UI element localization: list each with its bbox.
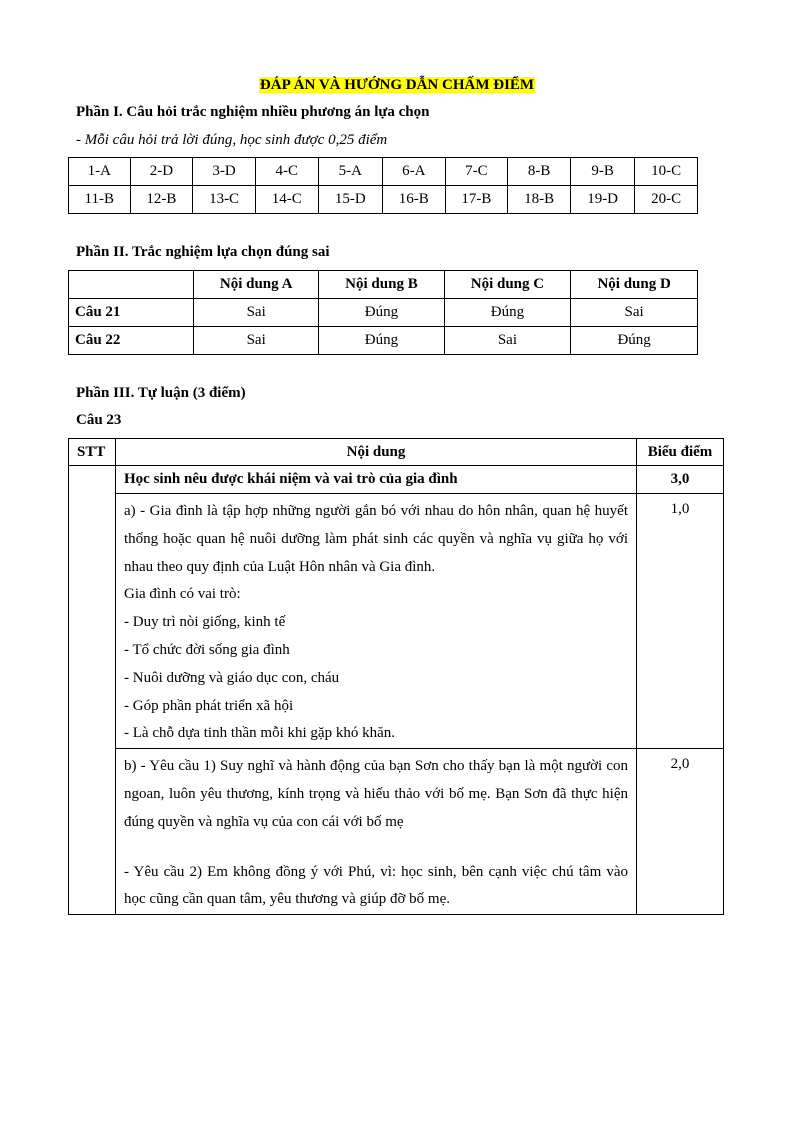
part-a-line: - Góp phần phát triển xã hội [124,697,294,714]
answer-cell: 9-B [570,158,634,186]
header-cell: Nội dung B [319,271,444,299]
table-row [69,494,724,749]
table-row [69,327,698,355]
row-label: Câu 22 [69,327,194,355]
spacer [124,837,628,859]
answer-cell: 19-D [570,186,634,214]
table-row [69,299,698,327]
answer-cell: 15-D [318,186,382,214]
header-stt: STT [69,439,116,466]
answer-cell: 10-C [635,158,698,186]
answer-cell: 20-C [635,186,698,214]
table-row [69,466,724,494]
part-a-line: Gia đình có vai trò: [124,586,241,603]
header-cell: Nội dung C [444,271,571,299]
answer-cell: 16-B [382,186,445,214]
part1-heading: Phần I. Câu hỏi trắc nghiệm nhiều phương án lựa chọn [76,104,430,120]
part-a-intro: a) - Gia đình là tập hợp những người gắn bó với nhau do hôn nhân, quan hệ huyết thống hoặc quan hệ nuôi dưỡng làm phát sinh các quyền và nghĩa vụ giữa họ với nhau theo quy định của Luật Hôn nhân và Gia đình. [124,503,628,575]
answer-cell: 11-B [69,186,131,214]
header-cell: Nội dung D [571,271,698,299]
table-row [69,749,724,915]
answer-cell: 7-C [445,158,508,186]
answer-cell: 2-D [130,158,193,186]
answer-cell: Đúng [319,299,444,327]
part2-heading: Phần II. Trắc nghiệm lựa chọn đúng sai [76,244,330,260]
page-title: ĐÁP ÁN VÀ HƯỚNG DẪN CHẤM ĐIỂM [259,77,535,93]
summary-score: 3,0 [637,466,724,494]
header-score: Biểu điểm [637,439,724,466]
answer-cell: Sai [444,327,571,355]
table-row [69,186,698,214]
part1-answer-table [68,157,698,214]
part-b-content [116,749,637,915]
header-cell: Nội dung A [194,271,319,299]
part1-note: - Mỗi câu hỏi trả lời đúng, học sinh được 0,25 điểm [76,132,388,148]
summary-content: Học sinh nêu được khái niệm và vai trò của gia đình [116,466,637,494]
question-label: Câu 23 [76,412,122,428]
part-a-content [116,494,637,749]
table-header-row [69,439,724,466]
part-b-requirement-1: b) - Yêu cầu 1) Suy nghĩ và hành động của bạn Sơn cho thấy bạn là một người con ngoan, luôn yêu thương, kính trọng và hiếu thảo với bố mẹ. Bạn Sơn đã thực hiện đúng quyền và nghĩa vụ của con cái với bố mẹ [124,758,628,830]
stt-cell [69,466,116,915]
table-row [69,158,698,186]
part2-truefalse-table [68,270,698,355]
title-container [0,76,794,94]
part-b-requirement-2: - Yêu cầu 2) Em không đồng ý với Phú, vì: học sinh, bên cạnh việc chú tâm vào học cũng cần quan tâm, yêu thương và giúp đỡ bố mẹ. [124,863,628,908]
part3-essay-table [68,438,724,915]
part-a-line: - Duy trì nòi giống, kinh tế [124,614,286,631]
header-empty-cell [69,271,194,299]
answer-cell: Đúng [319,327,444,355]
part-a-score: 1,0 [637,494,724,749]
answer-cell: 13-C [193,186,256,214]
answer-cell: 8-B [508,158,571,186]
answer-cell: 6-A [382,158,445,186]
header-content: Nội dung [116,439,637,466]
part-a-line: - Tổ chức đời sống gia đình [124,641,290,658]
answer-cell: Đúng [444,299,571,327]
answer-cell: 14-C [255,186,318,214]
answer-cell: 3-D [193,158,256,186]
answer-cell: Sai [571,299,698,327]
answer-cell: Đúng [571,327,698,355]
answer-cell: Sai [194,299,319,327]
answer-cell: 4-C [255,158,318,186]
answer-cell: Sai [194,327,319,355]
answer-cell: 5-A [318,158,382,186]
part-b-score: 2,0 [637,749,724,915]
row-label: Câu 21 [69,299,194,327]
answer-cell: 18-B [508,186,571,214]
part3-heading: Phần III. Tự luận (3 điểm) [76,385,246,401]
answer-cell: 12-B [130,186,193,214]
part-a-line: - Nuôi dưỡng và giáo dục con, cháu [124,669,340,686]
answer-cell: 1-A [69,158,131,186]
part-a-line: - Là chỗ dựa tinh thần mỗi khi gặp khó khăn. [124,725,395,742]
table-header-row [69,271,698,299]
answer-cell: 17-B [445,186,508,214]
